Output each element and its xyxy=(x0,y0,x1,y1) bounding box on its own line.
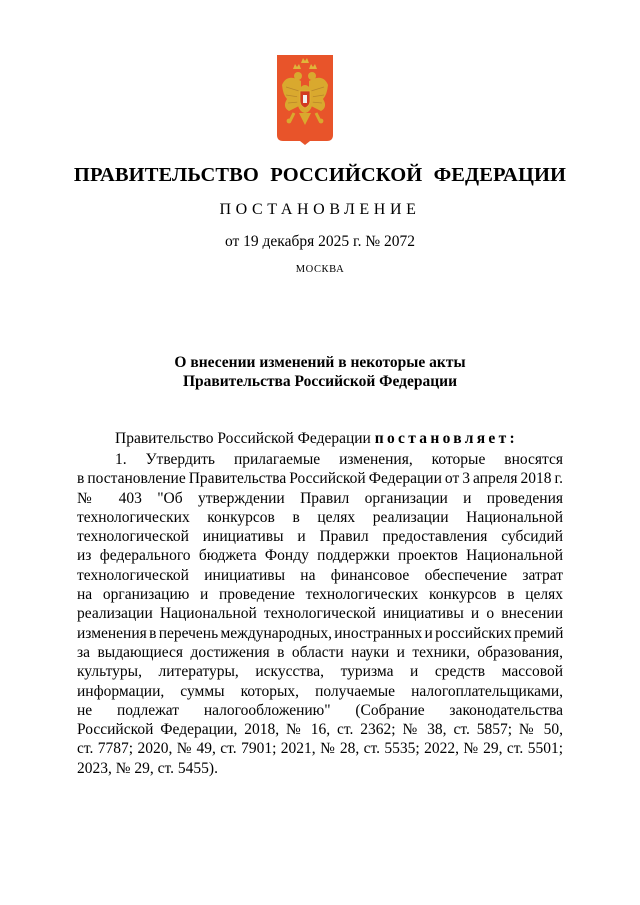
subject-line: О внесении изменений в некоторые акты xyxy=(174,354,466,371)
body-line: изменения в перечень международных, иностранных и российских премий xyxy=(77,624,563,642)
government-title: ПРАВИТЕЛЬСТВО РОССИЙСКОЙ ФЕДЕРАЦИИ xyxy=(73,164,567,186)
body-line: технологической инициативы на финансовое обеспечение затрат xyxy=(77,566,563,584)
body-line: не подлежат налогообложению" (Собрание законодательства xyxy=(77,701,563,719)
body-paragraph xyxy=(77,450,563,778)
document-kind: ПОСТАНОВЛЕНИЕ xyxy=(219,201,421,218)
body-line: за выдающиеся достижения в области науки и техники, образования, xyxy=(77,643,563,661)
body-line: технологической инициативы и Правил предоставления субсидий xyxy=(77,528,563,546)
subject-line: Правительства Российской Федерации xyxy=(182,373,458,390)
document-subject xyxy=(0,353,640,391)
russian-coat-of-arms-icon xyxy=(277,55,333,145)
intro-paragraph xyxy=(115,430,518,448)
body-line: 2023, № 29, ст. 5455). xyxy=(77,759,218,777)
body-line: 1. Утвердить прилагаемые изменения, которые вносятся xyxy=(115,451,563,468)
body-line: информации, суммы которых, получаемые налогоплательщиками, xyxy=(77,682,563,700)
body-line: из федерального бюджета Фонду поддержки проектов Национальной xyxy=(77,547,563,565)
body-line: культуры, литературы, искусства, туризма и средств массовой xyxy=(77,663,563,681)
body-line: на организацию и проведение технологических конкурсов в целях xyxy=(77,586,563,604)
intro-text: Правительство Российской Федерации xyxy=(115,430,371,447)
body-line: ст. 7787; 2020, № 49, ст. 7901; 2021, № 28, ст. 5535; 2022, № 29, ст. 5501; xyxy=(77,740,563,758)
document-date-number: от 19 декабря 2025 г. № 2072 xyxy=(224,233,416,250)
body-line: Российской Федерации, 2018, № 16, ст. 2362; № 38, ст. 5857; № 50, xyxy=(77,721,563,739)
document-city: МОСКВА xyxy=(295,264,345,275)
body-line: № 403 "Об утверждении Правил организации и проведения xyxy=(77,489,563,507)
body-line: в постановление Правительства Российской Федерации от 3 апреля 2018 г. xyxy=(77,470,563,488)
intro-verb: постановляет: xyxy=(374,430,518,447)
body-line: технологических конкурсов в целях реализации Национальной xyxy=(77,508,563,526)
body-line: реализации Национальной технологической инициативы и о внесении xyxy=(77,605,563,623)
